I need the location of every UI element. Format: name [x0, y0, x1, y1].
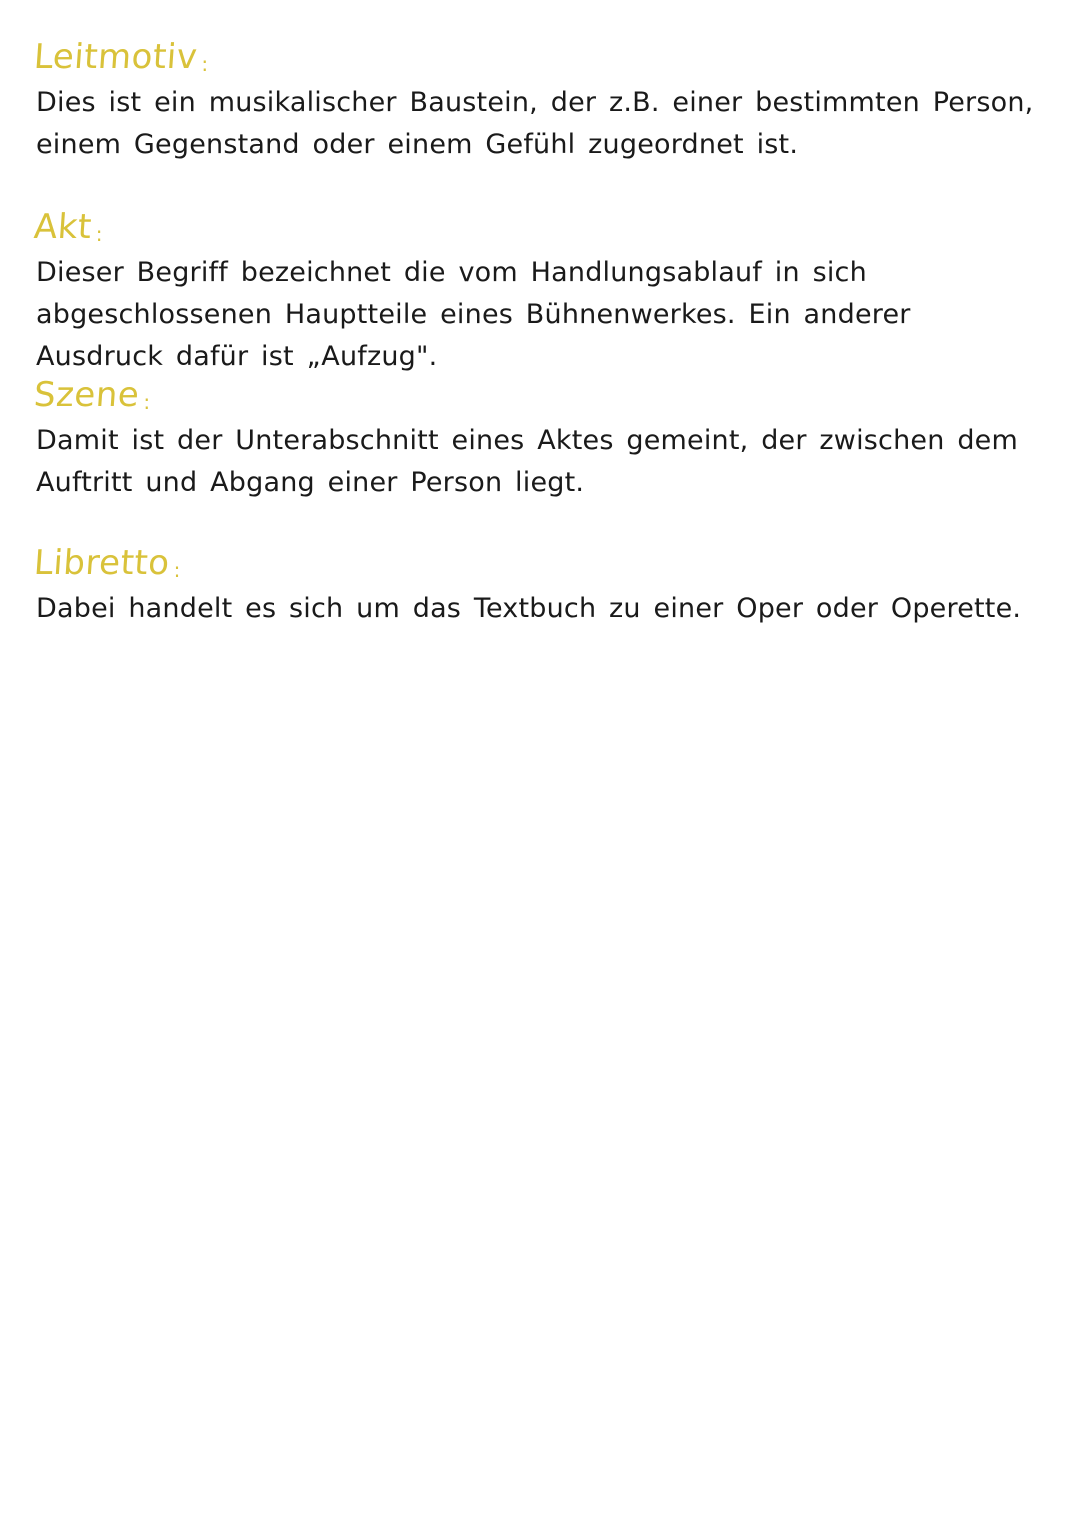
glossary-entry-szene: [34, 372, 1044, 504]
glossary-entry-libretto: [34, 540, 1044, 630]
glossary-entry-leitmotiv: [34, 34, 1044, 166]
term-definition: Dieser Begriff bezeichnet die vom Handlungsablauf in sich abgeschlossenen Hauptteile eines Bühnenwerkes. Ein anderer Ausdruck dafür ist „Aufzug".: [36, 257, 911, 372]
term-label: Szene: [32, 375, 141, 415]
colon-mark: :: [173, 558, 181, 583]
term-heading: [34, 34, 1044, 80]
term-heading: [34, 372, 1044, 418]
term-label: Leitmotiv: [32, 37, 199, 77]
colon-mark: :: [201, 52, 209, 77]
term-label: Akt: [32, 207, 94, 247]
glossary-entry-akt: [34, 204, 1044, 378]
term-definition: Damit ist der Unterabschnitt eines Aktes gemeint, der zwischen dem Auftritt und Abgang einer Person liegt.: [36, 425, 1018, 498]
term-label: Libretto: [32, 543, 171, 583]
term-definition: Dies ist ein musikalischer Baustein, der z.B. einer bestimmten Person, einem Gegenstand oder einem Gefühl zugeordnet ist.: [36, 87, 1034, 160]
term-heading: [34, 540, 1044, 586]
term-heading: [34, 204, 1044, 250]
colon-mark: :: [95, 222, 103, 247]
term-definition: Dabei handelt es sich um das Textbuch zu einer Oper oder Operette.: [36, 593, 1022, 624]
colon-mark: :: [143, 390, 151, 415]
